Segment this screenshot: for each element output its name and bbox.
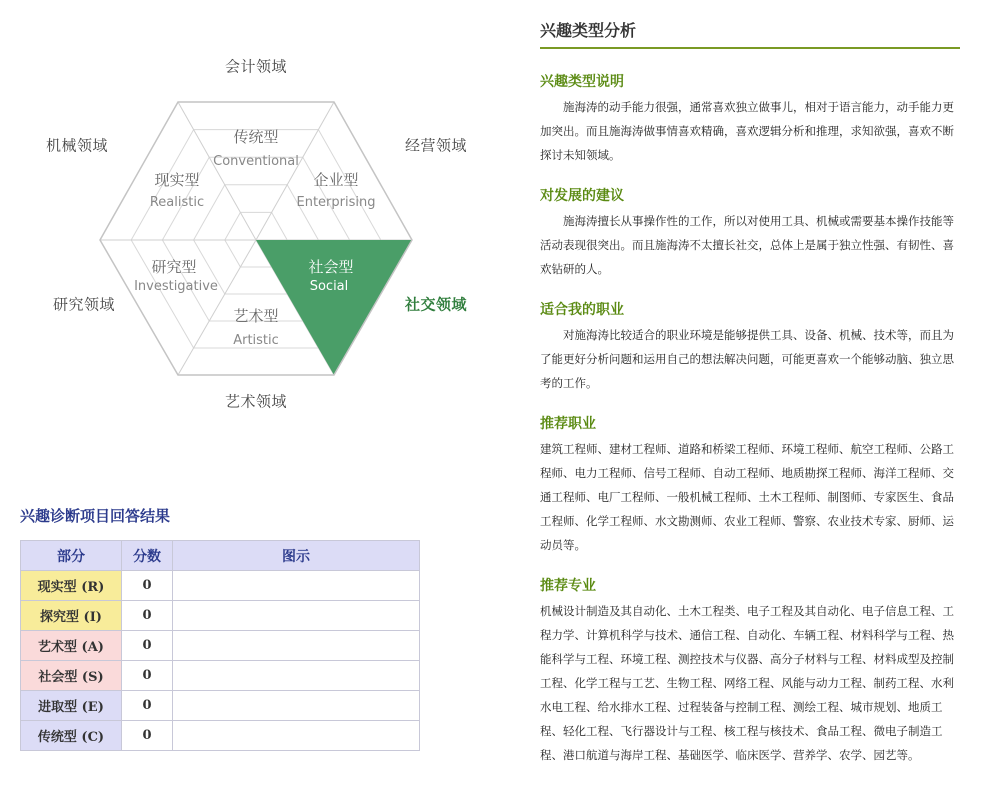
- row-score: 0: [122, 571, 173, 601]
- type-realistic-cn: 现实型: [154, 171, 200, 189]
- type-investigative-en: Investigative: [134, 279, 218, 294]
- type-artistic-en: Artistic: [233, 333, 279, 348]
- table-row: [21, 571, 420, 601]
- row-part: 社会型 (S): [21, 661, 122, 691]
- section-heading: 适合我的职业: [540, 302, 624, 318]
- domain-research: 研究领域: [52, 295, 116, 314]
- domain-social: 社交领域: [404, 295, 468, 314]
- table-header-row: [21, 541, 420, 571]
- row-chart: [173, 721, 420, 751]
- table-row: [21, 631, 420, 661]
- analysis-title: 兴趣类型分析: [540, 18, 960, 49]
- row-part: 艺术型 (A): [21, 631, 122, 661]
- type-artistic-cn: 艺术型: [233, 307, 279, 325]
- section-type-description: [540, 71, 960, 167]
- row-chart: [173, 571, 420, 601]
- section-heading: 兴趣类型说明: [540, 74, 624, 90]
- section-heading: 对发展的建议: [540, 188, 624, 204]
- type-social-cn: 社会型: [308, 258, 354, 276]
- section-development-advice: [540, 185, 960, 281]
- table-row: [21, 721, 420, 751]
- row-score: 0: [122, 721, 173, 751]
- header-score: 分数: [122, 541, 173, 571]
- row-part: 探究型 (I): [21, 601, 122, 631]
- header-chart: 图示: [173, 541, 420, 571]
- analysis-panel: [540, 18, 960, 767]
- results-title: 兴趣诊断项目回答结果: [20, 507, 171, 525]
- row-score: 0: [122, 601, 173, 631]
- domain-art: 艺术领域: [224, 392, 288, 411]
- row-part: 进取型 (E): [21, 691, 122, 721]
- type-conventional-en: Conventional: [213, 154, 299, 169]
- section-heading: 推荐专业: [540, 578, 596, 594]
- row-chart: [173, 601, 420, 631]
- section-body: 施海涛的动手能力很强，通常喜欢独立做事儿，相对于语言能力，动手能力更加突出。而且施海涛做事情喜欢精确，喜欢逻辑分析和推理，求知欲强，喜欢不断探讨未知领域。: [540, 100, 954, 162]
- type-enterprising-cn: 企业型: [313, 171, 359, 189]
- results-table: [20, 540, 420, 751]
- row-chart: [173, 631, 420, 661]
- domain-mechanical: 机械领域: [45, 136, 109, 155]
- row-chart: [173, 661, 420, 691]
- row-score: 0: [122, 631, 173, 661]
- row-part: 传统型 (C): [21, 721, 122, 751]
- section-body: 施海涛擅长从事操作性的工作，所以对使用工具、机械或需要基本操作技能等活动表现很突出。而且施海涛不太擅长社交，总体上是属于独立性强、有韧性、喜欢钻研的人。: [540, 214, 954, 276]
- row-score: 0: [122, 691, 173, 721]
- table-row: [21, 691, 420, 721]
- type-conventional-cn: 传统型: [233, 128, 279, 146]
- domain-business: 经营领域: [404, 136, 468, 155]
- domain-accounting: 会计领域: [224, 57, 288, 76]
- section-body: 对施海涛比较适合的职业环境是能够提供工具、设备、机械、技术等，而且为了能更好分析问题和运用自己的想法解决问题，可能更喜欢一个能够动脑、独立思考的工作。: [540, 328, 954, 390]
- table-row: [21, 601, 420, 631]
- section-body: 机械设计制造及其自动化、土木工程类、电子工程及其自动化、电子信息工程、工程力学、计算机科学与技术、通信工程、自动化、车辆工程、材料科学与工程、热能科学与工程、环境工程、测控技术与仪器、高分子材料与工程、材料成型及控制工程、化学工程与工艺、生物工程、网络工程、风能与动力工程、制药工程、水利水电工程、给水排水工程、过程装备与控制工程、测绘工程、城市规划、地质工程、轻化工程、飞行器设计与工程、核工程与核技术、食品工程、微电子制造工程、港口航道与海岸工程、基础医学、临床医学、营养学、农学、园艺等。: [540, 604, 954, 762]
- section-heading: 推荐职业: [540, 416, 596, 432]
- type-enterprising-en: Enterprising: [296, 195, 376, 210]
- section-suitable-careers: [540, 299, 960, 395]
- section-body: 建筑工程师、建材工程师、道路和桥梁工程师、环境工程师、航空工程师、公路工程师、电力工程师、信号工程师、自动工程师、地质勘探工程师、海洋工程师、交通工程师、电厂工程师、一般机械工程师、土木工程师、制图师、专家医生、食品工程师、化学工程师、水文勘测师、农业工程师、警察、农业技术专家、厨师、运动员等。: [540, 442, 954, 552]
- header-part: 部分: [21, 541, 122, 571]
- row-chart: [173, 691, 420, 721]
- row-part: 现实型 (R): [21, 571, 122, 601]
- section-recommended-jobs: [540, 413, 960, 557]
- type-realistic-en: Realistic: [149, 195, 205, 210]
- type-investigative-cn: 研究型: [151, 258, 197, 276]
- section-recommended-majors: [540, 575, 960, 767]
- type-social-en: Social: [309, 279, 349, 294]
- table-row: [21, 661, 420, 691]
- row-score: 0: [122, 661, 173, 691]
